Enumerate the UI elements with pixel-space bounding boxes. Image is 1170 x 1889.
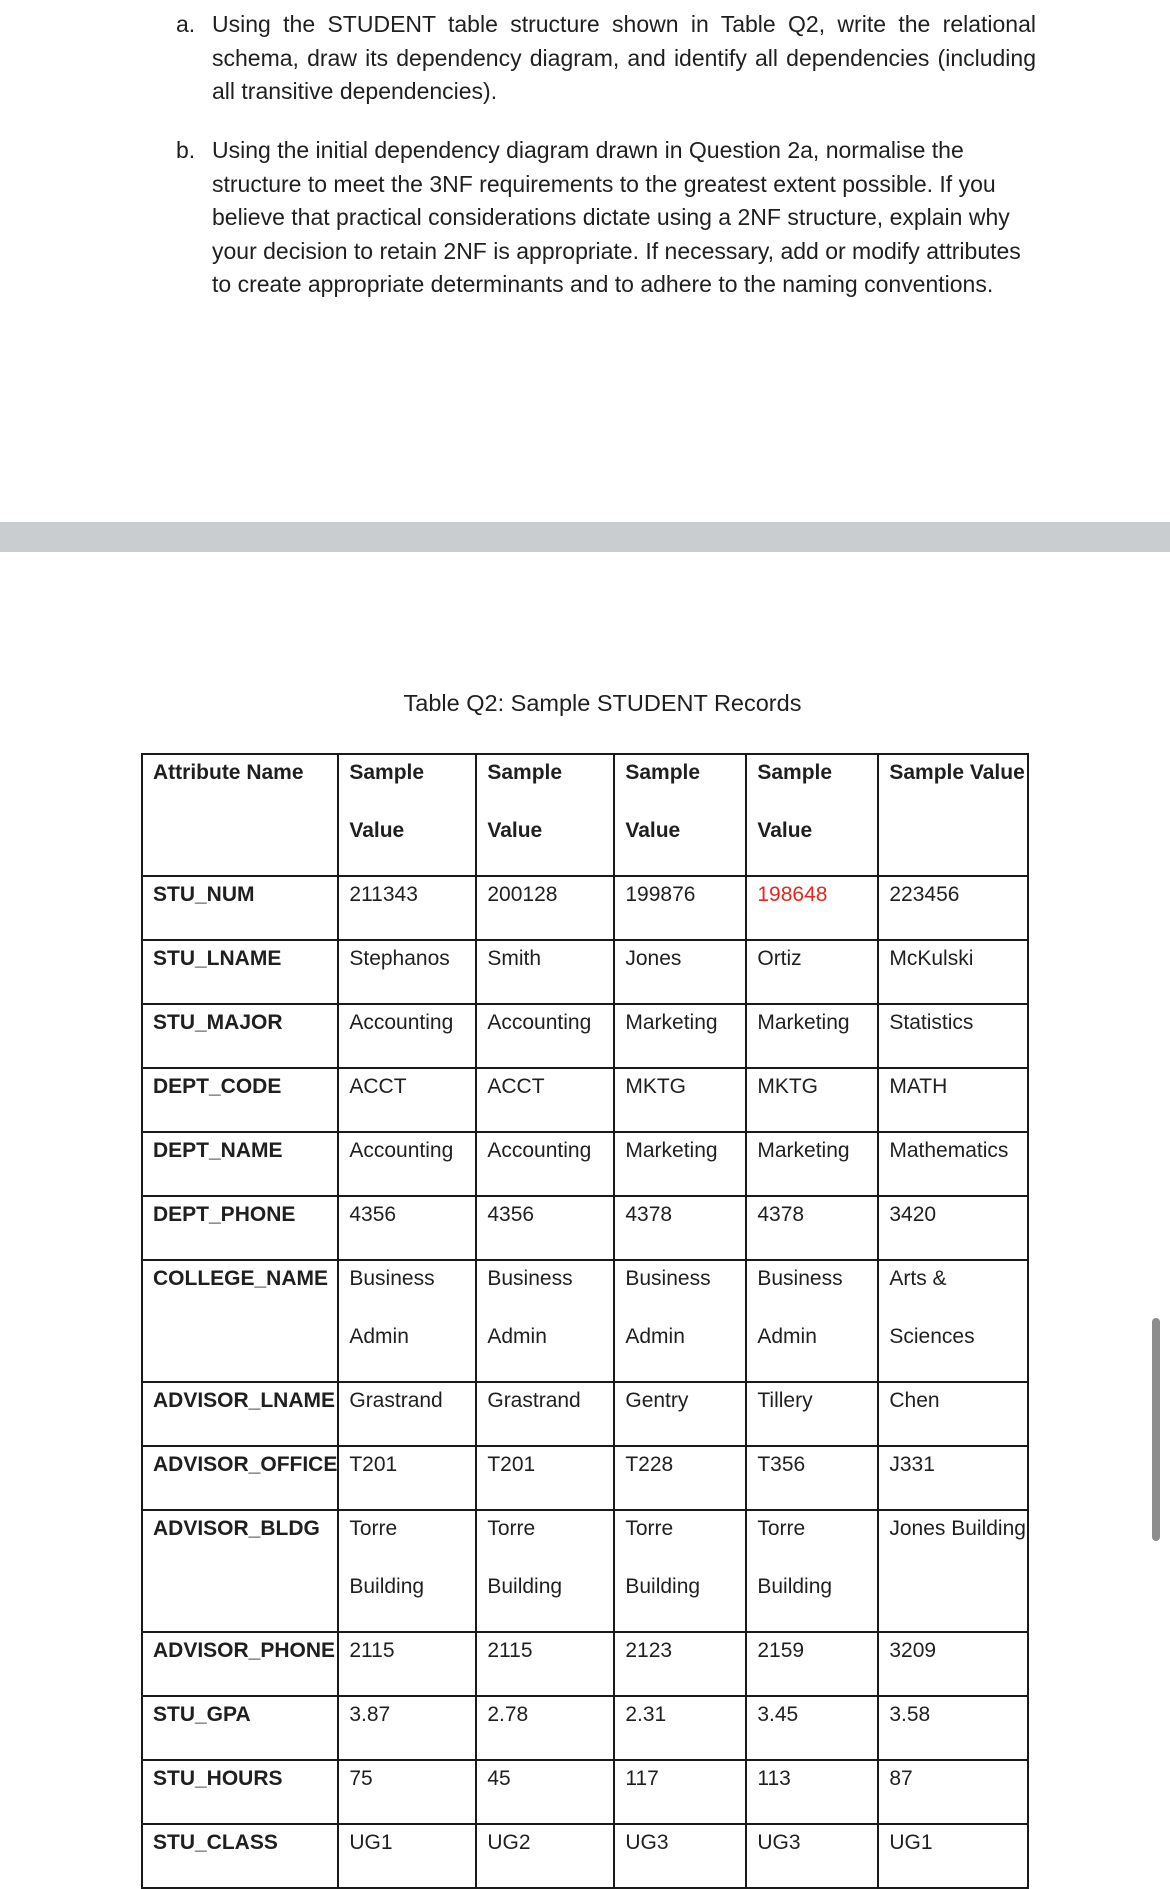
sample-value-cell: 4378 (614, 1196, 746, 1260)
header-attribute-name: Attribute Name (142, 754, 338, 876)
sample-value-cell: Jones (614, 940, 746, 1004)
sample-value-cell: MKTG (614, 1068, 746, 1132)
sample-value-cell: 223456 (878, 876, 1028, 940)
sample-value-cell: T228 (614, 1446, 746, 1510)
sample-value-cell: Marketing (614, 1132, 746, 1196)
sample-value-cell: Accounting (476, 1004, 614, 1068)
table-row (142, 1510, 1028, 1632)
sample-value-text: Business Admin (625, 1267, 711, 1348)
sample-value-text: Torre Building (625, 1517, 701, 1598)
attribute-name-cell: ADVISOR_BLDG (142, 1510, 338, 1632)
sample-value-cell: 4378 (746, 1196, 878, 1260)
sample-value-cell: 2.31 (614, 1696, 746, 1760)
sample-value-cell (746, 1510, 878, 1632)
sample-value-cell: 3.58 (878, 1696, 1028, 1760)
attribute-name-cell: STU_NUM (142, 876, 338, 940)
header-sample-value-label: Sample Value (349, 761, 425, 842)
table-row (142, 1004, 1028, 1068)
header-sample-value-label: Sample Value (889, 761, 1025, 784)
student-records-table (141, 753, 1029, 1889)
sample-value-cell: 3420 (878, 1196, 1028, 1260)
header-sample-value-label: Sample Value (757, 761, 833, 842)
table-row (142, 1632, 1028, 1696)
header-sample-value (878, 754, 1028, 876)
sample-value-cell: Accounting (338, 1132, 476, 1196)
sample-value-text: Business Admin (487, 1267, 573, 1348)
sample-value-cell: Marketing (614, 1004, 746, 1068)
attribute-name-cell: DEPT_CODE (142, 1068, 338, 1132)
table-row (142, 940, 1028, 1004)
sample-value-cell: MATH (878, 1068, 1028, 1132)
table-row (142, 1132, 1028, 1196)
sample-value-cell: 3209 (878, 1632, 1028, 1696)
sample-value-text: Torre Building (757, 1517, 833, 1598)
attribute-name-cell: STU_MAJOR (142, 1004, 338, 1068)
sample-value-cell: J331 (878, 1446, 1028, 1510)
scrollbar-thumb[interactable] (1152, 1318, 1160, 1541)
attribute-name-cell: ADVISOR_PHONE (142, 1632, 338, 1696)
sample-value-cell: UG1 (878, 1824, 1028, 1888)
attribute-name-cell: DEPT_PHONE (142, 1196, 338, 1260)
sample-value-cell: ACCT (476, 1068, 614, 1132)
sample-value-cell: UG1 (338, 1824, 476, 1888)
sample-value-cell: Accounting (476, 1132, 614, 1196)
sample-value-cell (338, 1510, 476, 1632)
sample-value-cell: Tillery (746, 1382, 878, 1446)
sample-value-cell: 4356 (476, 1196, 614, 1260)
attribute-name-cell: STU_HOURS (142, 1760, 338, 1824)
sample-value-text: Business Admin (349, 1267, 435, 1348)
attribute-name-cell: ADVISOR_OFFICE (142, 1446, 338, 1510)
sample-value-cell (614, 1260, 746, 1382)
sample-value-cell: 2115 (338, 1632, 476, 1696)
sample-value-cell: 3.45 (746, 1696, 878, 1760)
sample-value-cell: Marketing (746, 1004, 878, 1068)
sample-value-cell: Marketing (746, 1132, 878, 1196)
sample-value-cell: 199876 (614, 876, 746, 940)
sample-value-cell: ACCT (338, 1068, 476, 1132)
sample-value-cell: 75 (338, 1760, 476, 1824)
sample-value-text: Torre Building (487, 1517, 563, 1598)
sample-value-cell (614, 1510, 746, 1632)
header-sample-value (476, 754, 614, 876)
attribute-name-cell: STU_LNAME (142, 940, 338, 1004)
sample-value-text: Torre Building (349, 1517, 425, 1598)
header-sample-value (746, 754, 878, 876)
sample-value-cell: Grastrand (338, 1382, 476, 1446)
sample-value-cell: 198648 (746, 876, 878, 940)
header-sample-value-label: Sample Value (625, 761, 701, 842)
sample-value-cell (878, 1510, 1028, 1632)
sample-value-cell: Smith (476, 940, 614, 1004)
sample-value-text: Business Admin (757, 1267, 843, 1348)
sample-value-cell (746, 1260, 878, 1382)
sample-value-cell (338, 1260, 476, 1382)
table-caption: Table Q2: Sample STUDENT Records (403, 690, 802, 716)
sample-value-cell: 2115 (476, 1632, 614, 1696)
sample-value-cell: Stephanos (338, 940, 476, 1004)
header-sample-value-label: Sample Value (487, 761, 563, 842)
table-row (142, 1696, 1028, 1760)
table-row (142, 1382, 1028, 1446)
sample-value-cell: 3.87 (338, 1696, 476, 1760)
sample-value-cell: 200128 (476, 876, 614, 940)
question-a-text: Using the STUDENT table structure shown in Table Q2, write the relational schema, draw its dependency diagram, and identify all dependencies (including all transitive dependencies). (212, 11, 1036, 104)
table-header-row (142, 754, 1028, 876)
sample-value-cell (476, 1510, 614, 1632)
sample-value-cell (476, 1260, 614, 1382)
sample-value-cell: T201 (476, 1446, 614, 1510)
table-row (142, 1760, 1028, 1824)
sample-value-cell: Chen (878, 1382, 1028, 1446)
sample-value-cell: T201 (338, 1446, 476, 1510)
header-sample-value (614, 754, 746, 876)
sample-value-cell: Grastrand (476, 1382, 614, 1446)
sample-value-cell: 2123 (614, 1632, 746, 1696)
sample-value-cell: T356 (746, 1446, 878, 1510)
sample-value-text: Jones Building (889, 1517, 1026, 1540)
table-row (142, 1068, 1028, 1132)
table-body (142, 876, 1028, 1888)
page-divider (0, 522, 1170, 552)
sample-value-cell: 45 (476, 1760, 614, 1824)
question-b-text: Using the initial dependency diagram drawn in Question 2a, normalise the structure to meet the 3NF requirements to the greatest extent possible. If you believe that practical considerations dictate using a 2NF structure, explain why your decision to retain 2NF is appropriate. If necessary, add or modify attributes to create appropriate determinants and to adhere to the naming conventions. (212, 137, 1021, 297)
sample-value-cell: Statistics (878, 1004, 1028, 1068)
question-a-marker: a. (176, 11, 196, 37)
sample-value-cell: UG2 (476, 1824, 614, 1888)
sample-value-cell: UG3 (614, 1824, 746, 1888)
sample-value-cell: Accounting (338, 1004, 476, 1068)
table-row (142, 1824, 1028, 1888)
attribute-name-cell: COLLEGE_NAME (142, 1260, 338, 1382)
question-a (176, 8, 1036, 109)
table-row (142, 876, 1028, 940)
sample-value-cell: Ortiz (746, 940, 878, 1004)
question-b-marker: b. (176, 137, 196, 163)
sample-value-cell: Mathematics (878, 1132, 1028, 1196)
sample-value-cell (878, 1260, 1028, 1382)
sample-value-cell: 2.78 (476, 1696, 614, 1760)
question-b (176, 134, 1036, 302)
sample-value-cell: 87 (878, 1760, 1028, 1824)
sample-value-cell: 117 (614, 1760, 746, 1824)
attribute-name-cell: STU_GPA (142, 1696, 338, 1760)
sample-value-cell: 211343 (338, 876, 476, 940)
attribute-name-cell: DEPT_NAME (142, 1132, 338, 1196)
sample-value-cell: MKTG (746, 1068, 878, 1132)
sample-value-cell: 2159 (746, 1632, 878, 1696)
table-row (142, 1260, 1028, 1382)
sample-value-cell: 113 (746, 1760, 878, 1824)
sample-value-cell: UG3 (746, 1824, 878, 1888)
attribute-name-cell: ADVISOR_LNAME (142, 1382, 338, 1446)
sample-value-cell: McKulski (878, 940, 1028, 1004)
header-sample-value (338, 754, 476, 876)
sample-value-cell: 4356 (338, 1196, 476, 1260)
sample-value-cell: Gentry (614, 1382, 746, 1446)
attribute-name-cell: STU_CLASS (142, 1824, 338, 1888)
sample-value-text: Arts & Sciences (889, 1267, 975, 1348)
